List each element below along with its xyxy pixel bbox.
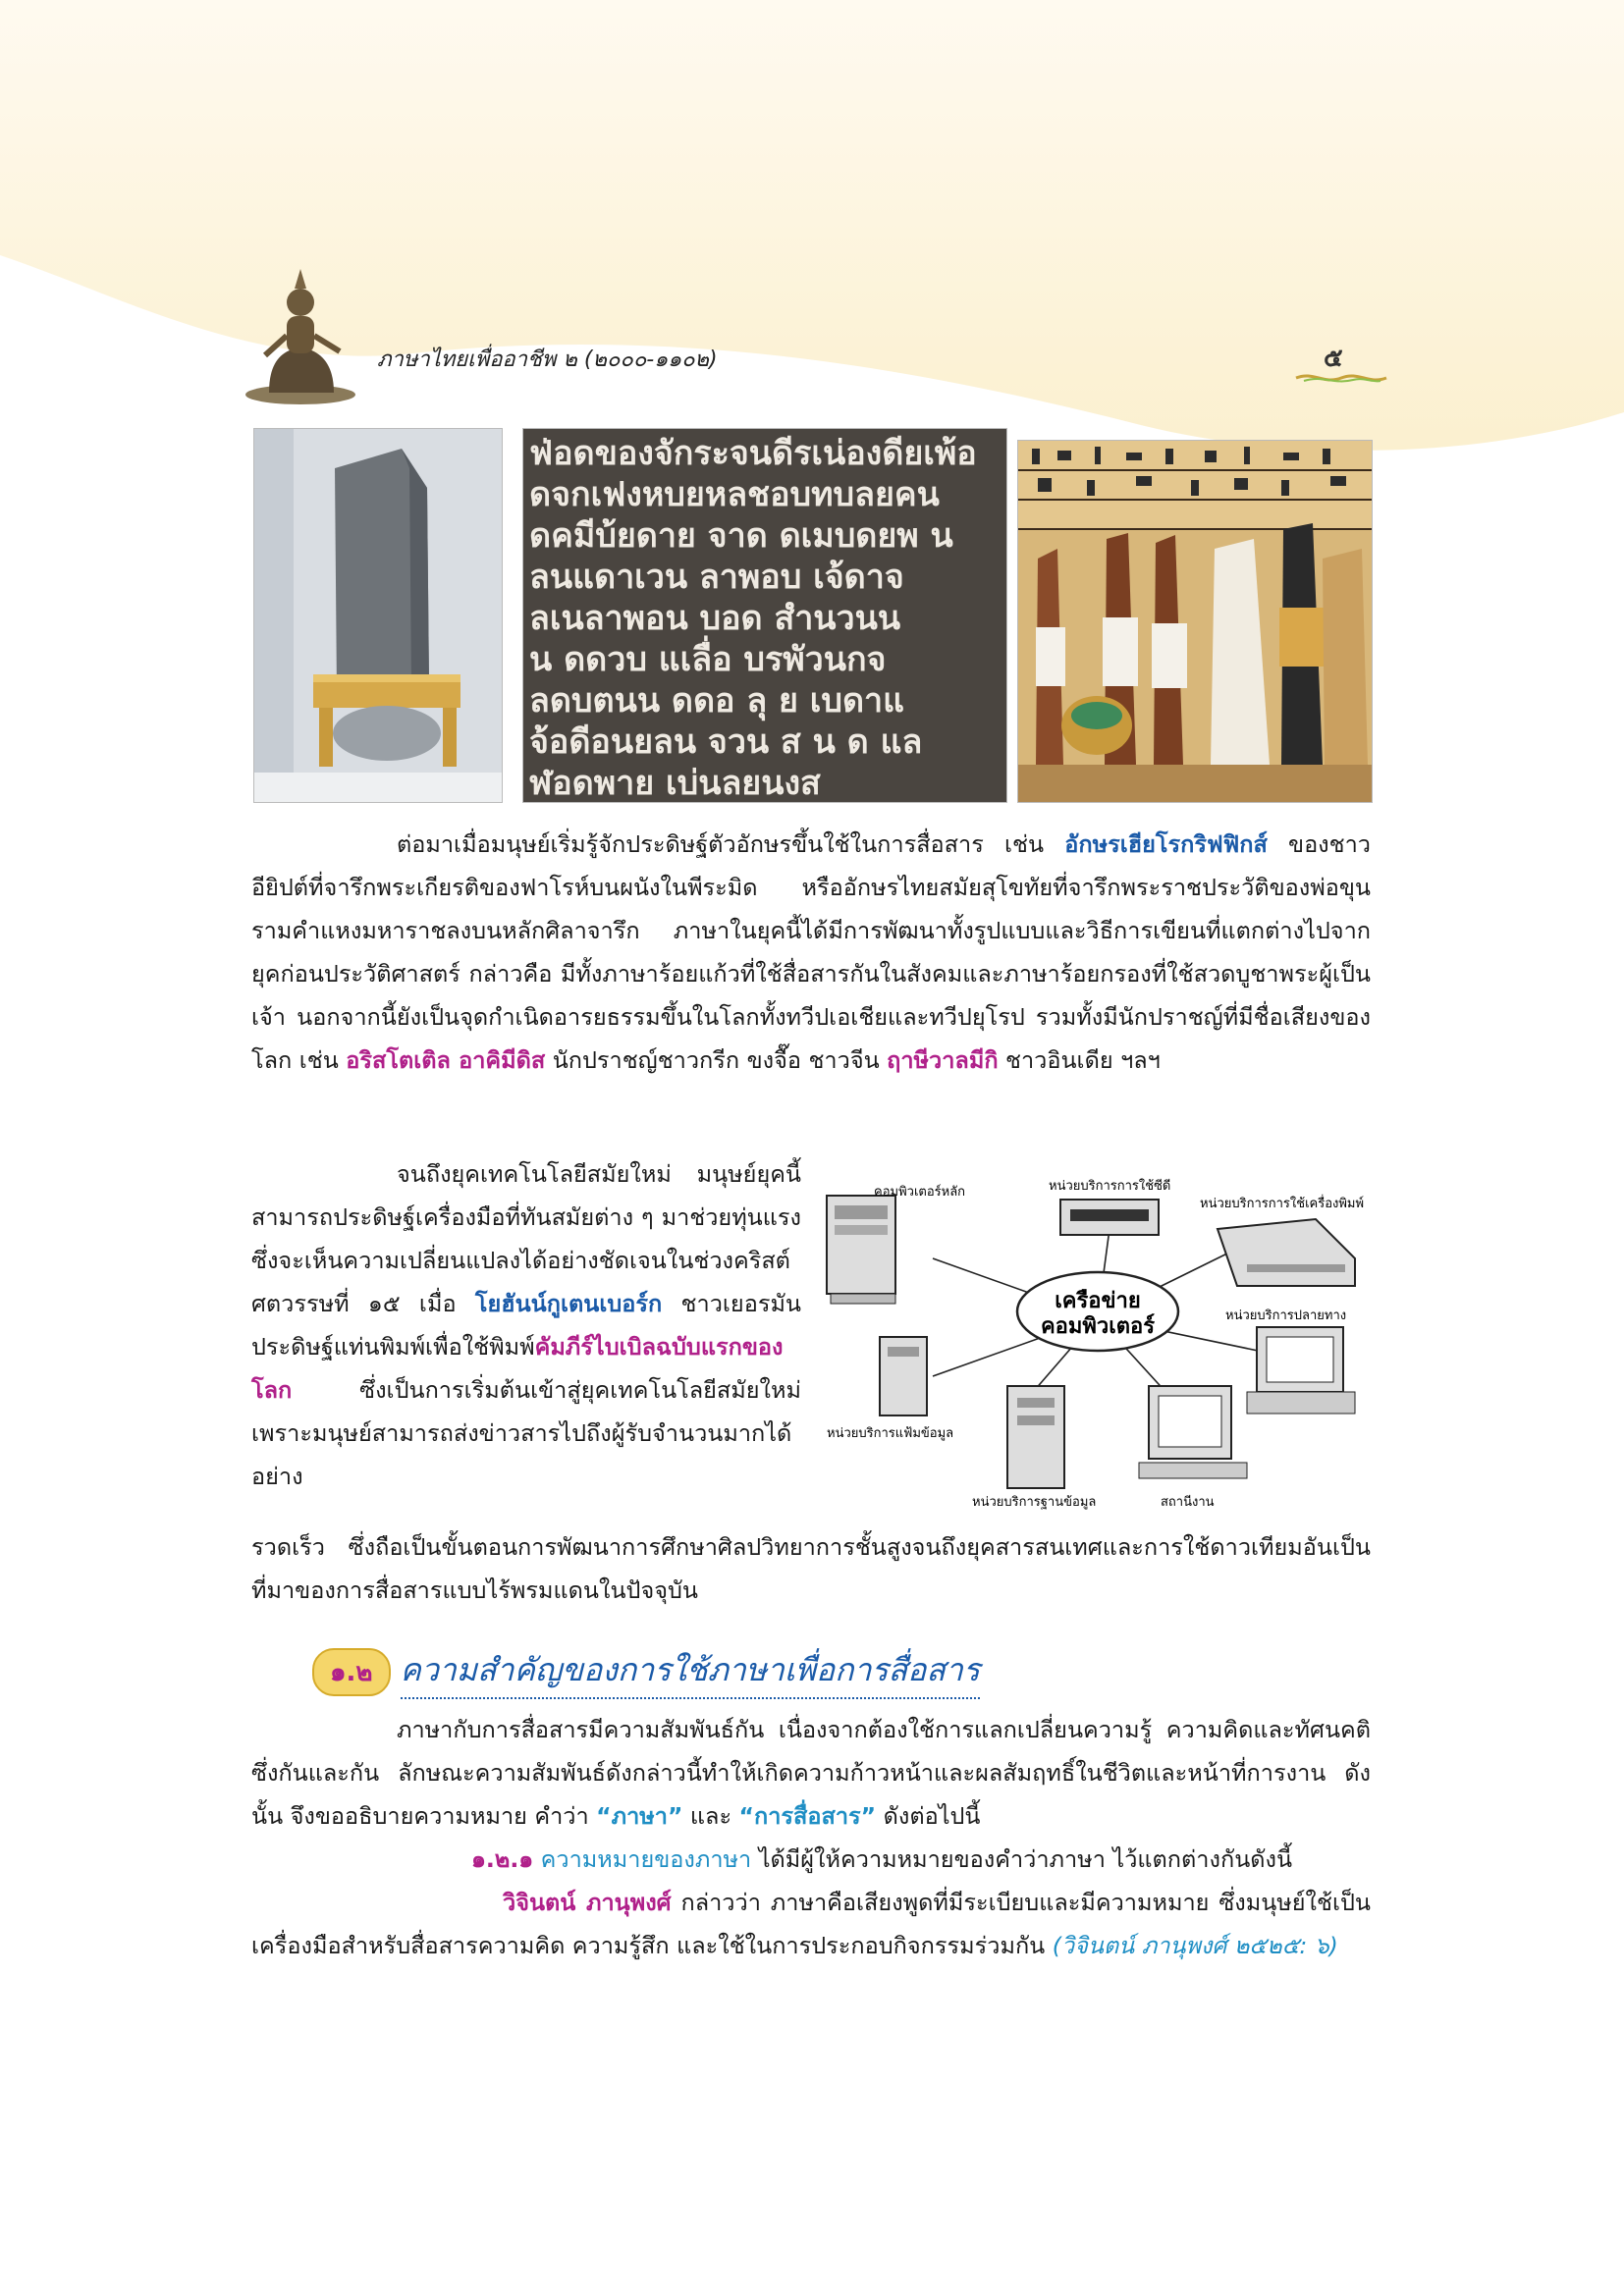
- para1-middle2: นักปราชญ์ชาวกรีก ขงจื๊อ ชาวจีน: [545, 1046, 888, 1074]
- para1-middle: ของชาวอียิปต์ที่จารึกพระเกียรติของฟาโรห์บนผนังในพีระมิด หรืออักษรไทยสมัยสุโขทัยที่จารึกพระราชประวัติของพ่อขุนรามคำแหงมหาราชลงบนหลักศิลาจารึก ภาษาในยุคนี้ได้มีการพัฒนาทั้งรูปแบบและวิธีการเขียนที่แตกต่างไปจากยุคก่อนประวัติศาสตร์ กล่าวคือ มีทั้งภาษาร้อยแก้วที่ใช้สื่อสารกันในสังคมและภาษาร้อยกรองที่ใช้สวดบูชาพระผู้เป็นเจ้า นอกจากนี้ยังเป็นจุดกำเนิดอารยธรรมขึ้นในโลกทั้งทวีปเอเชียและทวีปยุโรป รวมทั้งมีนักปราชญ์ที่มีชื่อเสียงของโลก เช่น: [251, 830, 1371, 1074]
- paragraph-history-writing: [251, 823, 1371, 1082]
- node-workstation-label: สถานีงาน: [1161, 1495, 1215, 1510]
- main-computer-icon: [827, 1196, 895, 1304]
- node-cd-label: หน่วยบริการการใช้ซีดี: [1049, 1179, 1171, 1194]
- term-gutenberg: โยฮันน์กูเตนเบอร์ก: [474, 1290, 663, 1317]
- para1-end: ชาวอินเดีย ฯลฯ: [998, 1046, 1161, 1074]
- network-center-line1: เครือข่าย: [1055, 1289, 1141, 1313]
- para1-lead: ต่อมาเมื่อมนุษย์เริ่มรู้จักประดิษฐ์ตัวอักษรขึ้นใช้ในการสื่อสาร เช่น: [397, 830, 1065, 858]
- egyptian-painting-photo: [1017, 440, 1373, 803]
- para2-middle: ชาวเยอรมันประดิษฐ์แท่นพิมพ์เพื่อใช้พิมพ์: [251, 1290, 801, 1361]
- section-heading: [312, 1645, 980, 1694]
- subsection-number: ๑.๒.๑: [471, 1845, 534, 1873]
- inscription-line: ดจกเฟงหบยหลชอบทบลยคน: [529, 475, 940, 514]
- author-name: วิจินตน์ ภานุพงศ์: [503, 1889, 672, 1916]
- inscription-line: ลนแดาเวน ลาพอบ เจ้ดาจ: [529, 558, 904, 597]
- term-aristotle-archimedes: อริสโตเติล อาคิมีดิส: [346, 1046, 546, 1074]
- book-title: ภาษาไทยเพื่ออาชีพ ๒ (๒๐๐๐-๑๑๐๒): [377, 347, 718, 372]
- buddha-statue-icon: [240, 257, 367, 404]
- inscription-line: ดคมีบ้ยดาย จาด ดเมบดยพ น: [529, 516, 953, 556]
- inscription-line: ลดบตนน ดดอ ลุ ย เบดาแ: [529, 681, 905, 721]
- intro-and: และ: [682, 1802, 739, 1830]
- printer-icon: [1218, 1219, 1355, 1286]
- term-valmiki: ฤาษีวาลมีกิ: [887, 1046, 999, 1074]
- cd-drive-icon: [1060, 1200, 1159, 1235]
- intro-end: ดังต่อไปนี้: [876, 1802, 981, 1830]
- node-main-label: คอมพิวเตอร์หลัก: [874, 1185, 966, 1200]
- computer-network-diagram: [825, 1170, 1371, 1529]
- para2-continued: รวดเร็ว ซึ่งถือเป็นขั้นตอนการพัฒนาการศึกษาศิลปวิทยาการชั้นสูงจนถึงยุคสารสนเทศและการใช้ดาวเทียมอันเป็นที่มาของการสื่อสารแบบไร้พรมแดนในปัจจุบัน: [251, 1533, 1371, 1604]
- inscription-photo: [522, 428, 1007, 803]
- paragraph-modern-technology: [251, 1152, 801, 1498]
- term-language: “ภาษา”: [596, 1802, 683, 1830]
- paragraph-definition: [251, 1881, 1371, 1967]
- paragraph-modern-technology-continued: [251, 1525, 1371, 1612]
- stele-photo: [253, 428, 503, 803]
- term-communication: “การสื่อสาร”: [738, 1802, 877, 1830]
- page-number-ornament-icon: [1294, 371, 1388, 385]
- node-files-label: หน่วยบริการแฟ้มข้อมูล: [827, 1426, 954, 1441]
- section-number-badge: ๑.๒: [312, 1648, 391, 1696]
- file-server-icon: [880, 1337, 927, 1415]
- node-printer-label: หน่วยบริการการใช้เครื่องพิมพ์: [1200, 1197, 1365, 1211]
- node-database-label: หน่วยบริการฐานข้อมูล: [972, 1495, 1097, 1510]
- inscription-line: จ้อดีอนยลน จวน ส น ด แล: [529, 722, 923, 762]
- page-number: ๕: [1324, 344, 1343, 373]
- term-first-bible: คัมภีร์ไบเบิลฉบับแรกของโลก: [251, 1333, 784, 1404]
- subsection-text: ได้มีผู้ให้ความหมายของคำว่าภาษา ไว้แตกต่างกันดังนี้: [751, 1845, 1293, 1873]
- para2-lead: จนถึงยุคเทคโนโลยีสมัยใหม่ มนุษย์ยุคนี้สามารถประดิษฐ์เครื่องมือที่ทันสมัยต่าง ๆ มาช่วยทุ่นแรง ซึ่งจะเห็นความเปลี่ยนแปลงได้อย่างชัดเจนในช่วงคริสต์ศตวรรษที่ ๑๕ เมื่อ: [251, 1160, 801, 1317]
- intro-text: ภาษากับการสื่อสารมีความสัมพันธ์กัน เนื่องจากต้องใช้การแลกเปลี่ยนความรู้ ความคิดและทัศนคติซึ่งกันและกัน ลักษณะความสัมพันธ์ดังกล่าวนี้ทำให้เกิดความก้าวหน้าและผลสัมฤทธิ์ในชีวิตและหน้าที่การงาน ดังนั้น จึงขออธิบายความหมาย คำว่า: [251, 1716, 1371, 1830]
- node-terminal-label: หน่วยบริการปลายทาง: [1225, 1308, 1347, 1323]
- paragraph-section-intro: [251, 1708, 1371, 1838]
- citation: (วิจินตน์ ภานุพงศ์ ๒๕๒๕: ๖): [1052, 1932, 1338, 1959]
- inscription-line: น ดดวบ แเลื่อ บรพัวนกจ: [529, 640, 887, 679]
- workstation-icon: [1139, 1386, 1247, 1478]
- subsection-title: ความหมายของภาษา: [540, 1845, 752, 1873]
- inscription-line: ลเนลาพอน บอด สำนวนน: [529, 599, 901, 638]
- definition-text: กล่าวว่า ภาษาคือเสียงพูดที่มีระเบียบและมีความหมาย ซึ่งมนุษย์ใช้เป็นเครื่องมือสำหรับสื่อสารความคิด ความรู้สึก และใช้ในการประกอบกิจกรรมร่วมกัน: [251, 1889, 1371, 1959]
- inscription-line: ฟ่อดของจักระจนดีรเน่องดียเพ้อ: [529, 434, 977, 473]
- inscription-line: ฬอดพาย เบ่นลยนงส: [529, 764, 821, 802]
- section-title: ความสำคัญของการใช้ภาษาเพื่อการสื่อสาร: [401, 1645, 981, 1699]
- term-hieroglyphics: อักษรเฮียโรกริฟฟิกส์: [1064, 830, 1268, 858]
- database-server-icon: [1007, 1386, 1064, 1488]
- terminal-icon: [1247, 1327, 1355, 1414]
- subsection-heading-line: [251, 1838, 1371, 1881]
- network-center-line2: คอมพิวเตอร์: [1040, 1314, 1156, 1339]
- para2-middle2: ซึ่งเป็นการเริ่มต้นเข้าสู่ยุคเทคโนโลยีสมัยใหม่ เพราะมนุษย์สามารถส่งข่าวสารไปถึงผู้รับจำนวนมากได้อย่าง: [251, 1376, 801, 1490]
